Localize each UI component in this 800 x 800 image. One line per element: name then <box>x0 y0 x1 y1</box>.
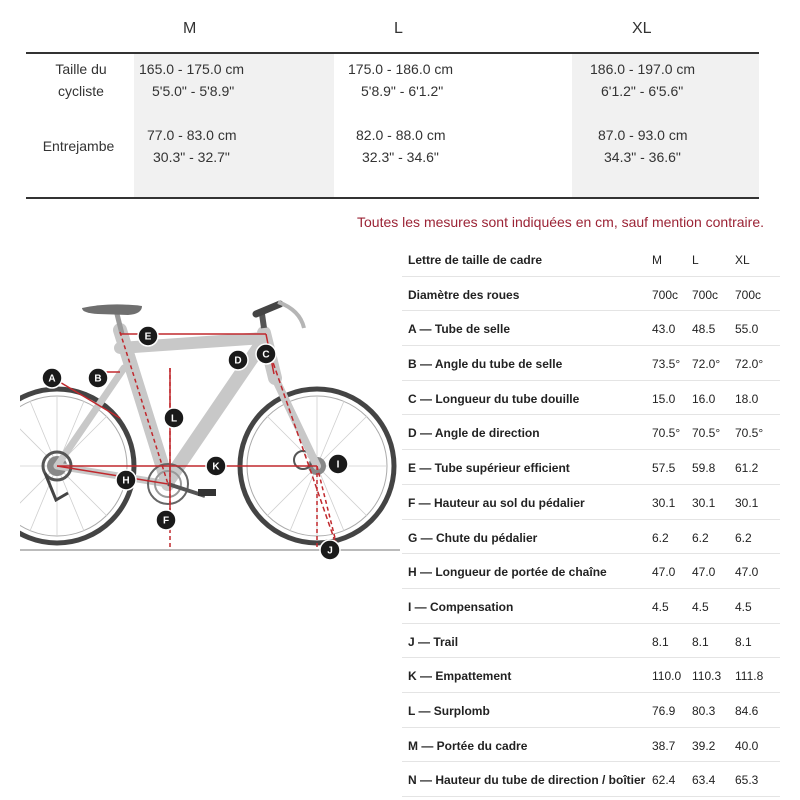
geometry-row-label: L — Surplomb <box>408 703 490 718</box>
inseam-m: 77.0 - 83.0 cm 30.3" - 32.7" <box>147 127 237 165</box>
geometry-value-m: 70.5° <box>652 426 681 441</box>
geometry-value-m: 4.5 <box>652 599 669 614</box>
marker-a <box>42 368 62 388</box>
svg-text:H: H <box>122 475 130 487</box>
geometry-row-label: J — Trail <box>408 634 459 649</box>
marker-b <box>88 368 108 388</box>
geometry-value-l: 80.3 <box>692 703 716 718</box>
svg-text:C: C <box>262 349 270 361</box>
rider-height-m: 165.0 - 175.0 cm 5'5.0" - 5'8.9" <box>139 61 245 99</box>
geometry-row <box>402 762 780 797</box>
geometry-row-label: A — Tube de selle <box>408 322 511 337</box>
geometry-value-l: 700c <box>692 287 719 302</box>
svg-text:E: E <box>144 331 152 343</box>
rider-height-xl: 186.0 - 197.0 cm 6'1.2" - 6'5.6" <box>590 61 696 99</box>
geometry-row <box>402 589 780 624</box>
geometry-value-xl: 70.5° <box>735 426 764 441</box>
geometry-table <box>402 242 780 797</box>
geometry-value-xl: 40.0 <box>735 738 759 753</box>
geometry-value-m: 43.0 <box>652 322 676 337</box>
row-label-inseam: Entrejambe <box>42 138 115 154</box>
geometry-value-l: 70.5° <box>692 426 721 441</box>
geometry-value-m: 6.2 <box>652 530 669 545</box>
marker-c <box>256 344 276 364</box>
geometry-value-xl: 6.2 <box>735 530 752 545</box>
geometry-value-m: 73.5° <box>652 357 681 372</box>
geometry-value-xl: 18.0 <box>735 391 759 406</box>
geometry-row <box>402 415 780 450</box>
geometry-value-l: 30.1 <box>692 495 716 510</box>
geometry-row-label: I — Compensation <box>408 599 514 614</box>
geometry-value-l: 6.2 <box>692 530 709 545</box>
geometry-row <box>402 693 780 728</box>
geometry-value-l: 59.8 <box>692 461 716 476</box>
geometry-value-m: 76.9 <box>652 703 676 718</box>
geometry-value-l: 72.0° <box>692 357 721 372</box>
geometry-row <box>402 658 780 693</box>
geometry-value-l: 8.1 <box>692 634 709 649</box>
geometry-value-xl: 55.0 <box>735 322 759 337</box>
geometry-value-m: 15.0 <box>652 391 676 406</box>
inseam-l: 82.0 - 88.0 cm 32.3" - 34.6" <box>356 127 446 165</box>
rider-table-header <box>26 8 759 54</box>
geometry-value-m: 57.5 <box>652 461 676 476</box>
geometry-row-label: H — Longueur de portée de chaîne <box>408 565 607 580</box>
rider-size-table <box>26 8 759 199</box>
geometry-value-xl: 47.0 <box>735 565 759 580</box>
inseam-xl: 87.0 - 93.0 cm 34.3" - 36.6" <box>598 127 688 165</box>
geometry-row-label: M — Portée du cadre <box>408 738 528 753</box>
svg-text:D: D <box>234 355 242 367</box>
geometry-row-label: K — Empattement <box>408 669 512 684</box>
geometry-value-xl: 8.1 <box>735 634 752 649</box>
geometry-value-m: 47.0 <box>652 565 676 580</box>
geometry-row <box>402 485 780 520</box>
marker-j <box>320 540 340 560</box>
marker-d <box>228 350 248 370</box>
measurement-note: Toutes les mesures sont indiquées en cm, sauf mention contraire. <box>357 214 764 230</box>
geometry-value-xl: 111.8 <box>735 669 764 684</box>
geometry-row <box>402 277 780 312</box>
geometry-row <box>402 450 780 485</box>
geometry-row <box>402 554 780 589</box>
bike-geometry-diagram <box>20 288 400 568</box>
svg-text:I: I <box>336 459 340 471</box>
svg-text:J: J <box>327 545 333 557</box>
geometry-value-xl: 30.1 <box>735 495 759 510</box>
geometry-value-l: 63.4 <box>692 773 716 788</box>
size-header-m: M <box>183 20 197 37</box>
geometry-row <box>402 381 780 416</box>
size-header-l: L <box>394 20 403 37</box>
svg-text:L: L <box>170 413 178 425</box>
geometry-row-label: C — Longueur du tube douille <box>408 391 580 406</box>
geometry-value-m: 30.1 <box>652 495 676 510</box>
geometry-header-m: M <box>652 253 662 267</box>
geometry-header-label: Lettre de taille de cadre <box>408 253 543 267</box>
svg-text:B: B <box>94 373 102 385</box>
geometry-row-label: B — Angle du tube de selle <box>408 357 563 372</box>
marker-i <box>328 454 348 474</box>
geometry-row-label: F — Hauteur au sol du pédalier <box>408 495 585 510</box>
geometry-value-l: 47.0 <box>692 565 716 580</box>
geometry-value-l: 110.3 <box>692 669 722 684</box>
geometry-row <box>402 346 780 381</box>
geometry-value-m: 8.1 <box>652 634 669 649</box>
geometry-value-xl: 84.6 <box>735 703 759 718</box>
size-header-xl: XL <box>632 20 652 37</box>
geometry-value-l: 4.5 <box>692 599 709 614</box>
geometry-row-label: G — Chute du pédalier <box>408 530 538 545</box>
geometry-value-xl: 700c <box>735 287 762 302</box>
geometry-header-l: L <box>692 253 699 267</box>
geometry-value-l: 16.0 <box>692 391 716 406</box>
geometry-rows <box>402 277 780 797</box>
saddle <box>82 304 142 334</box>
bike-frame <box>57 330 317 484</box>
marker-k <box>206 456 226 476</box>
geometry-value-m: 700c <box>652 287 679 302</box>
geometry-row-label: N — Hauteur du tube de direction / boîtier <box>408 773 646 788</box>
row-label-rider-height: Taille du cycliste <box>55 61 107 99</box>
geometry-value-xl: 4.5 <box>735 599 752 614</box>
geometry-value-xl: 61.2 <box>735 461 759 476</box>
marker-f <box>156 510 176 530</box>
geometry-value-xl: 65.3 <box>735 773 759 788</box>
marker-l <box>164 408 184 428</box>
geometry-header-xl: XL <box>735 253 750 267</box>
svg-text:F: F <box>162 515 170 527</box>
rider-height-l: 175.0 - 186.0 cm 5'8.9" - 6'1.2" <box>348 61 454 99</box>
geometry-value-l: 48.5 <box>692 322 716 337</box>
geometry-row <box>402 311 780 346</box>
geometry-value-xl: 72.0° <box>735 357 764 372</box>
marker-h <box>116 470 136 490</box>
marker-e <box>138 326 158 346</box>
geometry-row-label: Diamètre des roues <box>408 287 520 302</box>
geometry-header-row <box>402 242 780 277</box>
geometry-value-m: 110.0 <box>652 669 682 684</box>
geometry-row <box>402 728 780 763</box>
svg-text:K: K <box>212 461 220 473</box>
svg-text:A: A <box>48 373 56 385</box>
handlebar <box>256 302 304 328</box>
geometry-row-label: E — Tube supérieur efficient <box>408 461 570 476</box>
geometry-row-label: D — Angle de direction <box>408 426 540 441</box>
geometry-value-l: 39.2 <box>692 738 716 753</box>
geometry-row <box>402 624 780 659</box>
geometry-row <box>402 520 780 555</box>
geometry-value-m: 38.7 <box>652 738 676 753</box>
geometry-value-m: 62.4 <box>652 773 676 788</box>
